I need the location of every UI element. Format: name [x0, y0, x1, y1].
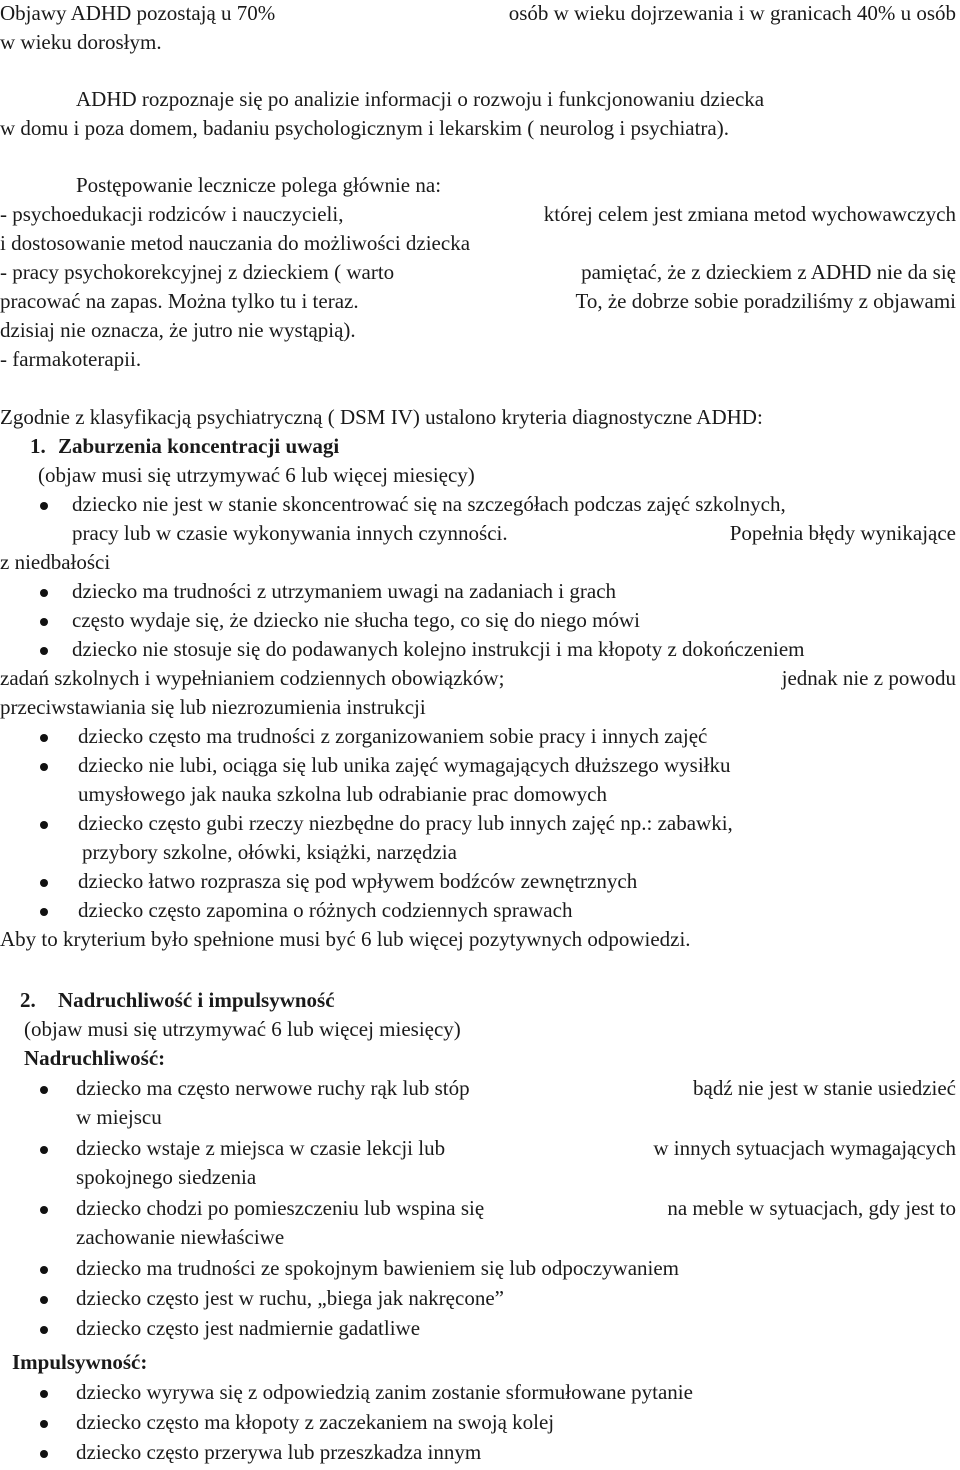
list-item-text: Popełnia błędy wynikające	[729, 521, 956, 545]
list-item: zachowanie niewłaściwe	[76, 1225, 285, 1249]
bullet-icon	[40, 763, 48, 771]
section2-title: Nadruchliwość i impulsywność	[58, 988, 335, 1012]
bullet-icon	[40, 1146, 48, 1154]
treatment-text: - pracy psychokorekcyjnej z dzieckiem ( warto	[0, 260, 395, 284]
list-item: dziecko nie jest w stanie skoncentrować się na szczegółach podczas zajęć szkolnych,	[72, 492, 786, 516]
list-item: dziecko ma trudności z utrzymaniem uwagi na zadaniach i grach	[72, 579, 617, 603]
treatment-line	[0, 259, 956, 285]
intro-text: Objawy ADHD pozostają u 70%	[0, 1, 276, 25]
treatment-line	[0, 288, 956, 314]
bullet-icon	[40, 908, 48, 916]
treatment-text: której celem jest zmiana metod wychowawczych	[543, 202, 956, 226]
list-item-text: dziecko ma często nerwowe ruchy rąk lub stóp	[76, 1076, 470, 1100]
list-item: umysłowego jak nauka szkolna lub odrabianie prac domowych	[78, 782, 607, 806]
list-item-text: zadań szkolnych i wypełnianiem codziennych obowiązków;	[0, 666, 505, 690]
treatment-text: pracować na zapas. Można tylko tu i teraz.	[0, 289, 359, 313]
intro-line: ADHD rozpoznaje się po analizie informacji o rozwoju i funkcjonowaniu dziecka	[76, 87, 765, 111]
section1-number: 1.	[30, 434, 46, 458]
list-item-text: jednak nie z powodu	[781, 666, 956, 690]
intro-line: w wieku dorosłym.	[0, 30, 162, 54]
section2-number: 2.	[20, 988, 36, 1012]
list-item	[72, 520, 956, 546]
bullet-icon	[40, 1296, 48, 1304]
list-item: przeciwstawiania się lub niezrozumienia instrukcji	[0, 695, 426, 719]
bullet-icon	[40, 618, 48, 626]
bullet-icon	[40, 879, 48, 887]
list-item: dziecko wyrywa się z odpowiedzią zanim zostanie sformułowane pytanie	[76, 1380, 693, 1404]
treatment-line: dzisiaj nie oznacza, że jutro nie wystąpią).	[0, 318, 356, 342]
bullet-icon	[40, 1266, 48, 1274]
bullet-icon	[40, 589, 48, 597]
treatment-line	[0, 201, 956, 227]
list-item-text: w innych sytuacjach wymagających	[653, 1136, 956, 1160]
hyperactivity-heading: Nadruchliwość:	[24, 1046, 166, 1070]
list-item: przybory szkolne, ołówki, książki, narzędzia	[82, 840, 457, 864]
list-item: dziecko często jest nadmiernie gadatliwe	[76, 1316, 421, 1340]
list-item: dziecko często ma trudności z zorganizowaniem sobie pracy i innych zajęć	[78, 724, 708, 748]
list-item: dziecko często ma kłopoty z zaczekaniem na swoją kolej	[76, 1410, 555, 1434]
bullet-icon	[40, 1326, 48, 1334]
treatment-text: - psychoedukacji rodziców i nauczycieli,	[0, 202, 344, 226]
list-item	[76, 1075, 956, 1101]
list-item: dziecko nie stosuje się do podawanych kolejno instrukcji i ma kłopoty z dokończeniem	[72, 637, 805, 661]
treatment-line: - farmakoterapii.	[0, 347, 142, 371]
bullet-icon	[40, 1086, 48, 1094]
bullet-icon	[40, 1420, 48, 1428]
list-item: z niedbałości	[0, 550, 111, 574]
bullet-icon	[40, 734, 48, 742]
treatment-text: To, że dobrze sobie poradziliśmy z objawami	[575, 289, 956, 313]
bullet-icon	[40, 1206, 48, 1214]
list-item: spokojnego siedzenia	[76, 1165, 257, 1189]
intro-line: w domu i poza domem, badaniu psychologicznym i lekarskim ( neurolog i psychiatra).	[0, 116, 729, 140]
list-item: dziecko często gubi rzeczy niezbędne do pracy lub innych zajęć np.: zabawki,	[78, 811, 733, 835]
list-item: dziecko często jest w ruchu, „biega jak nakręcone”	[76, 1286, 504, 1310]
list-item-text: dziecko wstaje z miejsca w czasie lekcji lub	[76, 1136, 446, 1160]
list-item: dziecko często przerywa lub przeszkadza innym	[76, 1440, 482, 1464]
bullet-icon	[40, 502, 48, 510]
list-item	[76, 1135, 956, 1161]
list-item: w miejscu	[76, 1105, 162, 1129]
intro-line	[0, 0, 956, 26]
list-item-text: na meble w sytuacjach, gdy jest to	[667, 1196, 956, 1220]
list-item: dziecko łatwo rozprasza się pod wpływem bodźców zewnętrznych	[78, 869, 638, 893]
treatment-heading: Postępowanie lecznicze polega głównie na:	[76, 173, 442, 197]
criterion-note: Aby to kryterium było spełnione musi być 6 lub więcej pozytywnych odpowiedzi.	[0, 927, 691, 951]
list-item: dziecko często zapomina o różnych codziennych sprawach	[78, 898, 573, 922]
list-item: dziecko ma trudności ze spokojnym bawieniem się lub odpoczywaniem	[76, 1256, 680, 1280]
section2-note: (objaw musi się utrzymywać 6 lub więcej miesięcy)	[24, 1017, 461, 1041]
dsm-intro: Zgodnie z klasyfikacją psychiatryczną ( DSM IV) ustalono kryteria diagnostyczne ADHD:	[0, 405, 763, 429]
list-item	[76, 1195, 956, 1221]
treatment-line: i dostosowanie metod nauczania do możliwości dziecka	[0, 231, 471, 255]
list-item: często wydaje się, że dziecko nie słucha tego, co się do niego mówi	[72, 608, 640, 632]
list-item-text: dziecko chodzi po pomieszczeniu lub wspina się	[76, 1196, 485, 1220]
bullet-icon	[40, 1450, 48, 1458]
section1-note: (objaw musi się utrzymywać 6 lub więcej miesięcy)	[38, 463, 475, 487]
intro-text: osób w wieku dojrzewania i w granicach 40% u osób	[508, 1, 956, 25]
bullet-icon	[40, 647, 48, 655]
bullet-icon	[40, 821, 48, 829]
treatment-text: pamiętać, że z dzieckiem z ADHD nie da się	[581, 260, 956, 284]
list-item-text: bądź nie jest w stanie usiedzieć	[693, 1076, 956, 1100]
list-item: dziecko nie lubi, ociąga się lub unika zajęć wymagających dłuższego wysiłku	[78, 753, 731, 777]
bullet-icon	[40, 1390, 48, 1398]
list-item	[0, 665, 956, 691]
impulsivity-heading: Impulsywność:	[12, 1350, 148, 1374]
list-item-text: pracy lub w czasie wykonywania innych czynności.	[72, 521, 508, 545]
section1-title: Zaburzenia koncentracji uwagi	[58, 434, 340, 458]
